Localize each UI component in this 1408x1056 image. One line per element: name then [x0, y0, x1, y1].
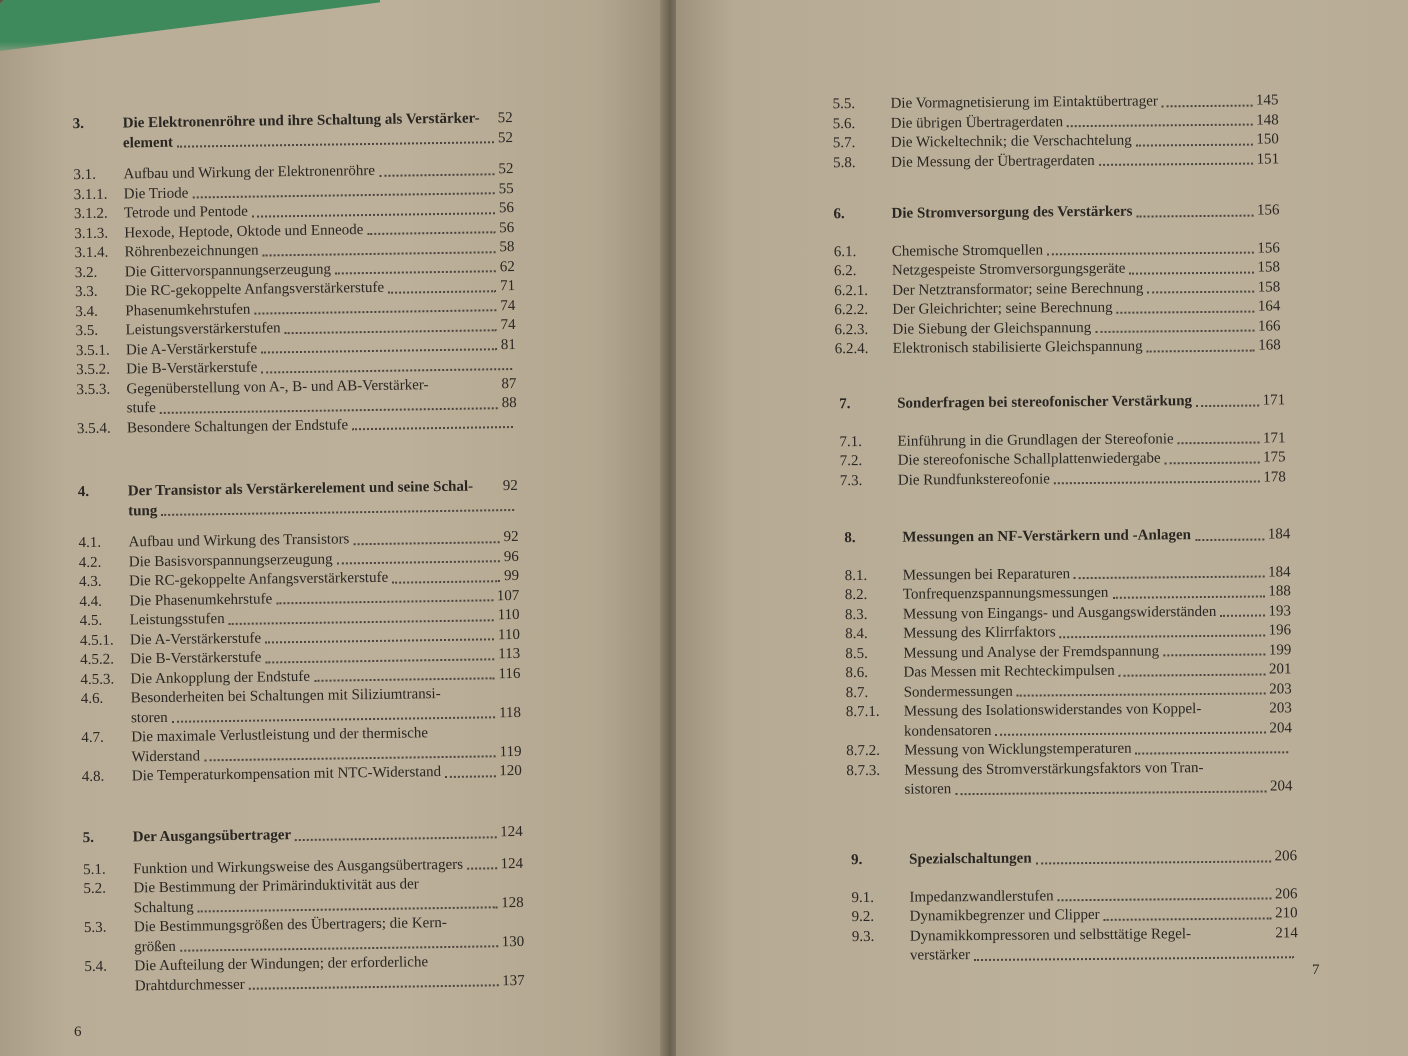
entry-page: 151 — [1256, 150, 1280, 168]
toc-chapter-block — [78, 477, 522, 788]
entry-page: 196 — [1268, 622, 1292, 639]
entry-number: 3.5.2. — [76, 361, 111, 379]
toc-entry — [84, 913, 525, 958]
entry-number: 5.8. — [832, 154, 856, 171]
entry-page: 175 — [1263, 449, 1286, 466]
entry-number: 4.5.1. — [79, 632, 114, 649]
entry-number: 8.6. — [845, 664, 869, 682]
dot-leader — [1060, 634, 1265, 638]
toc-entry — [84, 952, 525, 997]
entry-title: Sondermessungen — [903, 683, 1013, 701]
entry-title: Tonfrequenzspannungsmessungen — [902, 584, 1109, 603]
dot-leader — [1165, 461, 1260, 464]
toc-continued-block — [832, 91, 1279, 173]
entry-title: Besondere Schaltungen der Endstufe — [126, 416, 349, 436]
entry-page-continued: 128 — [501, 894, 524, 911]
dot-leader — [198, 906, 497, 912]
entry-number: 3.4. — [75, 303, 98, 320]
dot-leader — [1054, 481, 1259, 485]
entry-title: Die Bestimmung der Primärinduktivität aus der — [133, 876, 419, 897]
dot-leader — [285, 329, 497, 334]
entry-title-continued: Schaltung — [133, 899, 194, 916]
entry-title: Messung von Wicklungstemperaturen — [904, 740, 1132, 759]
entry-page: 184 — [1268, 563, 1291, 580]
entry-page: 158 — [1257, 259, 1281, 276]
entry-page: 116 — [498, 665, 521, 682]
entry-title: Die Aufteilung der Windungen; der erforderliche — [134, 954, 429, 975]
line-end — [432, 966, 520, 967]
dot-leader — [192, 192, 494, 198]
dot-leader — [1147, 291, 1253, 294]
entry-page: 164 — [1257, 298, 1281, 315]
entry-number: 4.6. — [80, 690, 104, 708]
toc-chapter-block — [833, 201, 1280, 359]
toc-entry — [81, 723, 522, 768]
entry-title-continued: sistoren — [904, 781, 952, 798]
entry-page: 110 — [497, 626, 521, 643]
entry-page: 166 — [1257, 317, 1281, 335]
entry-number: 6.2.1. — [834, 282, 868, 299]
entry-page: 96 — [503, 548, 519, 565]
entry-number: 8.7.2. — [846, 742, 881, 760]
entry-page: 74 — [500, 316, 516, 334]
chapter-title: tung — [128, 502, 158, 519]
entry-number: 3.1.2. — [73, 205, 108, 223]
entry-title: Die Gittervorspannungserzeugung — [124, 261, 332, 280]
entry-page: 87 — [501, 375, 517, 392]
line-end — [432, 737, 517, 738]
entry-title: Dynamikkompressoren und selbsttätige Regel- — [909, 925, 1192, 945]
entry-title: Einführung in die Grundlagen der Stereofonie — [897, 430, 1174, 450]
toc-entry — [833, 150, 1279, 173]
entry-title: Die RC-gekoppelte Anfangsverstärkerstufe — [129, 569, 389, 590]
chapter-number: 5. — [82, 829, 95, 847]
dot-leader — [161, 509, 514, 516]
toc-entry — [840, 468, 1286, 491]
entry-page: 148 — [1256, 111, 1279, 129]
entry-number: 4.3. — [79, 573, 102, 591]
entry-number: 4.5.3. — [80, 671, 115, 688]
entry-number: 6.2.2. — [834, 301, 869, 319]
line-end — [1208, 772, 1289, 773]
entry-number: 8.2. — [844, 586, 868, 604]
dot-leader — [1196, 404, 1259, 407]
entry-title: Sonderfragen bei stereofonischer Verstärkung — [897, 393, 1193, 412]
entry-page: 56 — [498, 199, 515, 217]
entry-page: 62 — [499, 258, 515, 275]
chapter-number: 3. — [72, 115, 85, 133]
entry-number: 8.1. — [844, 567, 868, 584]
entry-title: Der Netztransformator; seine Berechnung — [892, 280, 1144, 299]
entry-number: 3.5.1. — [75, 342, 110, 359]
dot-leader — [1099, 163, 1253, 166]
entry-number: 5.2. — [83, 880, 107, 898]
dot-leader — [955, 790, 1266, 795]
entry-number: 7. — [839, 396, 851, 413]
dot-leader — [265, 638, 494, 643]
dot-leader — [1074, 575, 1264, 579]
entry-title: Die Phasenumkehrstufe — [129, 590, 273, 609]
dot-leader — [204, 755, 495, 761]
entry-number: 6.1. — [833, 243, 857, 260]
toc-chapter-block — [73, 109, 517, 439]
entry-page: 107 — [496, 587, 520, 604]
entry-page: 156 — [1257, 239, 1280, 257]
dot-leader — [353, 541, 499, 545]
dot-leader — [1104, 917, 1272, 920]
toc-entry — [83, 874, 524, 919]
entry-title: Die RC-gekoppelte Anfangsverstärkerstufe — [124, 279, 385, 300]
entry-number: 7.3. — [839, 472, 863, 489]
dot-leader — [265, 658, 494, 663]
toc-entry — [81, 684, 522, 729]
entry-page: 171 — [1262, 429, 1286, 446]
entry-page: 113 — [498, 645, 521, 663]
entry-title: Funktion und Wirkungsweise des Ausgangsübertragers — [133, 856, 464, 877]
dot-leader — [1220, 614, 1264, 616]
line-end — [433, 389, 498, 390]
toc-entry — [76, 374, 517, 419]
entry-page: 58 — [499, 238, 515, 256]
entry-page: 156 — [1256, 202, 1280, 219]
dot-leader — [367, 231, 495, 235]
right-page — [676, 0, 1408, 1056]
entry-title: Die A-Verstärkerstufe — [125, 340, 258, 358]
entry-number: 5.5. — [832, 96, 856, 113]
entry-number: 3.1. — [73, 166, 97, 184]
entry-page-continued: 204 — [1269, 719, 1293, 736]
entry-number: 5.7. — [832, 135, 856, 152]
dot-leader — [229, 619, 494, 625]
entry-page: 206 — [1274, 848, 1298, 865]
entry-number: 3.2. — [74, 264, 98, 281]
entry-page: 193 — [1268, 602, 1292, 619]
dot-leader — [445, 775, 495, 778]
dot-leader — [1163, 653, 1265, 656]
entry-title: Aufbau und Wirkung der Elektronenröhre — [123, 162, 376, 183]
chapter-title: Die Elektronenröhre und ihre Schaltung als Verstärker- — [122, 110, 480, 132]
entry-title: Hexode, Heptode, Oktode und Enneode — [124, 221, 364, 241]
entry-number: 3.5.3. — [76, 381, 111, 398]
dot-leader — [249, 984, 499, 989]
entry-number: 3.1.4. — [74, 244, 109, 262]
entry-page: 150 — [1256, 131, 1279, 148]
dot-leader — [1136, 143, 1253, 146]
dot-leader — [1058, 897, 1271, 901]
entry-number: 6.2.4. — [834, 340, 869, 358]
entry-page: 110 — [497, 606, 520, 624]
dot-leader — [1017, 692, 1265, 696]
dot-leader — [1095, 330, 1254, 333]
entry-number: 8.5. — [845, 645, 868, 662]
entry-number: 3.5.4. — [76, 420, 111, 437]
dot-leader — [974, 956, 1294, 961]
entry-title: Phasenumkehrstufen — [125, 301, 251, 319]
entry-number: 7.1. — [839, 433, 863, 450]
entry-page-continued: 88 — [501, 394, 517, 412]
entry-title: Die maximale Verlustleistung und der thermische — [131, 725, 429, 746]
entry-page: 201 — [1268, 661, 1292, 678]
entry-title: Röhrenbezeichnungen — [124, 242, 259, 261]
entry-title-continued: größen — [134, 938, 176, 955]
entry-page-continued: 130 — [501, 933, 525, 950]
entry-page: 178 — [1263, 468, 1286, 485]
dot-leader — [1136, 751, 1289, 754]
entry-number: 8.7.3. — [846, 762, 881, 779]
entry-page: 171 — [1262, 392, 1286, 409]
entry-number: 5.6. — [832, 115, 856, 132]
entry-number: 7.2. — [839, 452, 863, 470]
entry-page-continued: 118 — [498, 704, 522, 721]
dot-leader — [261, 348, 497, 353]
entry-title: Das Messen mit Rechteckimpulsen — [903, 662, 1115, 681]
dot-leader — [254, 309, 496, 314]
right-toc — [676, 0, 1408, 1056]
entry-number: 4.8. — [81, 768, 105, 786]
entry-title: Leistungsverstärkerstufen — [125, 320, 281, 339]
line-end — [1205, 714, 1265, 715]
entry-title: Die Messung der Übertragerdaten — [890, 152, 1095, 171]
entry-title: Messung und Analyse der Fremdspannung — [903, 642, 1160, 662]
entry-title: Dynamikbegrenzer und Clipper — [909, 906, 1100, 925]
entry-number: 9.2. — [851, 908, 875, 926]
chapter-title: Der Transistor als Verstärkerelement und seine Schal- — [127, 478, 474, 500]
dot-leader — [1195, 538, 1264, 541]
entry-number: 8.7. — [845, 684, 869, 701]
entry-page: 120 — [499, 762, 522, 780]
dot-leader — [252, 212, 495, 217]
chapter-number: 4. — [77, 483, 90, 501]
entry-number: 5.1. — [83, 861, 106, 878]
entry-page: 99 — [503, 567, 520, 585]
dot-leader — [261, 368, 512, 374]
dot-leader — [1162, 104, 1252, 107]
entry-page: 203 — [1269, 700, 1292, 717]
entry-number: 3.1.1. — [73, 186, 108, 203]
entry-number: 4.5. — [79, 612, 103, 630]
dot-leader — [1036, 860, 1271, 864]
dot-leader — [172, 716, 495, 723]
dot-leader — [180, 945, 498, 951]
entry-title-continued: Widerstand — [131, 747, 201, 765]
entry-page-continued: 119 — [499, 743, 522, 760]
toc-chapter-block — [851, 847, 1298, 966]
entry-title-continued: stufe — [126, 400, 156, 417]
dot-leader — [276, 599, 493, 604]
entry-number: 8.7.1. — [845, 703, 880, 721]
entry-page: 52 — [498, 160, 514, 178]
entry-page: 145 — [1255, 92, 1279, 109]
dot-leader — [1147, 349, 1255, 352]
entry-number: 6.2. — [833, 263, 857, 280]
entry-page-continued: 204 — [1269, 778, 1293, 795]
dot-leader — [467, 867, 497, 869]
entry-title-continued: verstärker — [909, 947, 971, 964]
entry-title: Elektronisch stabilisierte Gleichspannung — [892, 338, 1143, 357]
entry-page: 210 — [1275, 905, 1298, 922]
dot-leader — [1067, 124, 1252, 128]
entry-number: 5.4. — [84, 958, 108, 976]
entry-title: Die Temperaturkompensation mit NTC-Widerstand — [131, 764, 442, 785]
entry-page: 168 — [1258, 337, 1281, 354]
entry-title: Messung des Isolationswiderstandes von Koppel- — [903, 701, 1202, 720]
chapter-page: 52 — [497, 109, 513, 127]
dot-leader — [314, 677, 494, 682]
entry-number: 8.4. — [845, 625, 868, 643]
dot-leader — [996, 731, 1266, 735]
entry-page: 55 — [498, 180, 514, 197]
entry-title: Messungen bei Reparaturen — [902, 565, 1071, 584]
entry-title: Die Triode — [123, 185, 189, 202]
entry-number: 9.1. — [851, 889, 875, 906]
entry-number: 8.3. — [844, 606, 868, 623]
entry-title: Messung von Eingangs- und Ausgangswiderständen — [902, 603, 1217, 623]
entry-page: 214 — [1275, 924, 1298, 941]
entry-title: Der Gleichrichter; seine Berechnung — [892, 299, 1113, 318]
entry-title: Die Vormagnetisierung im Eintaktübertrager — [890, 93, 1158, 112]
chapter-page: 124 — [500, 823, 523, 841]
toc-entry — [852, 924, 1298, 967]
dot-leader — [1112, 595, 1264, 598]
entry-title: Impedanzwandlerstufen — [909, 887, 1054, 906]
entry-title: Chemische Stromquellen — [891, 241, 1044, 260]
dot-leader — [1178, 442, 1259, 445]
entry-number: 9.3. — [851, 928, 875, 945]
entry-title: Aufbau und Wirkung des Transistors — [128, 531, 350, 551]
entry-page: 188 — [1268, 583, 1291, 600]
entry-title-continued: kondensatoren — [903, 722, 992, 740]
left-page-number: 6 — [74, 1024, 82, 1040]
dot-leader — [379, 173, 494, 177]
entry-page: 71 — [499, 277, 516, 295]
entry-number: 4.2. — [78, 554, 102, 571]
entry-title: Tetrode und Pentode — [123, 203, 249, 222]
entry-title: Messung des Klirrfaktors — [903, 624, 1056, 642]
entry-page: 124 — [500, 855, 524, 872]
left-toc — [0, 0, 664, 1056]
dot-leader — [1117, 310, 1254, 313]
entry-number: 4.5.2. — [80, 651, 115, 669]
dot-leader — [337, 560, 500, 564]
toc-chapter-block — [844, 525, 1292, 800]
entry-title: Die Bestimmungsgrößen des Übertragers; die Kern- — [133, 914, 447, 936]
entry-title: Die Rundfunkstereofonie — [897, 470, 1050, 489]
entry-title: Gegenüberstellung von A-, B- und AB-Verstärker- — [126, 376, 429, 397]
toc-chapter-block — [839, 391, 1286, 491]
left-page — [0, 0, 664, 1056]
chapter-page: 52 — [497, 129, 514, 146]
dot-leader — [335, 270, 496, 274]
chapter-title: element — [122, 134, 174, 151]
dot-leader — [160, 407, 498, 414]
entry-title: Messung des Stromverstärkungsfaktors von Tran- — [904, 759, 1204, 779]
right-page-number: 7 — [1312, 962, 1320, 978]
entry-title: Die stereofonische Schallplattenwiedergabe — [897, 450, 1161, 469]
dot-leader — [295, 836, 496, 841]
line-end — [445, 698, 517, 699]
dot-leader — [352, 426, 513, 430]
entry-title: Die Stromversorgung des Verstärkers — [891, 203, 1133, 222]
entry-title: Die A-Verstärkerstufe — [129, 630, 262, 648]
dot-leader — [263, 251, 496, 256]
entry-page: 56 — [499, 219, 515, 236]
dot-leader — [1047, 252, 1253, 256]
entry-title: Spezialschaltungen — [909, 850, 1032, 868]
dot-leader — [1119, 673, 1265, 676]
entry-number: 3.1.3. — [74, 225, 109, 242]
entry-title: Die B-Verstärkerstufe — [126, 359, 258, 378]
toc-entry — [846, 758, 1292, 801]
entry-title: Die Basisvorspannungserzeugung — [128, 551, 333, 570]
entry-title: Die übrigen Übertragerdaten — [890, 113, 1064, 132]
entry-page: 158 — [1257, 278, 1281, 296]
dot-leader — [1129, 271, 1253, 274]
toc-chapter-block — [83, 823, 525, 997]
dot-leader — [392, 580, 500, 584]
entry-title: Leistungsstufen — [129, 611, 225, 629]
entry-page: 203 — [1269, 680, 1292, 697]
toc-entry — [846, 699, 1292, 742]
entry-number: 9. — [851, 852, 863, 869]
line-end — [1195, 938, 1271, 939]
entry-number: 3.5. — [75, 322, 99, 340]
line-end — [423, 888, 520, 889]
line-end — [451, 927, 520, 928]
dot-leader — [1136, 214, 1253, 217]
entry-number: 3.3. — [74, 283, 98, 301]
toc-entry-continuation — [852, 943, 1298, 966]
entry-number: 8. — [844, 530, 856, 547]
entry-title: Messungen an NF-Verstärkern und -Anlagen — [902, 527, 1192, 546]
chapter-page: 92 — [502, 477, 518, 495]
entry-page: 199 — [1268, 641, 1292, 658]
entry-number: 6.2.3. — [834, 321, 869, 338]
chapter-title: Der Ausgangsübertrager — [132, 827, 292, 846]
toc-entry-line — [840, 468, 1286, 491]
toc-entry — [835, 336, 1281, 359]
entry-page: 206 — [1274, 885, 1298, 902]
entry-title: Die Wickeltechnik; die Verschachtelung — [890, 132, 1132, 151]
entry-number: 4.1. — [78, 534, 102, 552]
entry-number: 6. — [833, 206, 845, 223]
entry-number: 4.4. — [79, 593, 103, 610]
entry-page: 92 — [503, 528, 519, 546]
toc-entry-line — [835, 336, 1281, 359]
entry-page: 74 — [500, 297, 516, 314]
toc-entry-continuation — [846, 777, 1292, 800]
entry-page-continued: 137 — [502, 972, 525, 989]
dot-leader — [388, 290, 496, 294]
entry-title: Die B-Verstärkerstufe — [130, 649, 262, 668]
dot-leader — [177, 141, 494, 147]
entry-page: 184 — [1267, 526, 1291, 543]
entry-title: Die Ankopplung der Endstufe — [130, 668, 311, 687]
entry-title: Die Siebung der Gleichspannung — [892, 319, 1092, 338]
entry-title: Netzgespeiste Stromversorgungsgeräte — [891, 260, 1126, 279]
entry-title-continued: Drahtdurchmesser — [134, 976, 245, 994]
toc-entry-line — [833, 150, 1279, 173]
entry-number: 5.3. — [83, 919, 107, 937]
entry-number: 4.7. — [81, 729, 104, 747]
entry-page: 81 — [500, 336, 516, 353]
entry-title: Besonderheiten bei Schaltungen mit Siliziumtransi- — [130, 686, 441, 707]
entry-title-continued: storen — [130, 709, 168, 726]
